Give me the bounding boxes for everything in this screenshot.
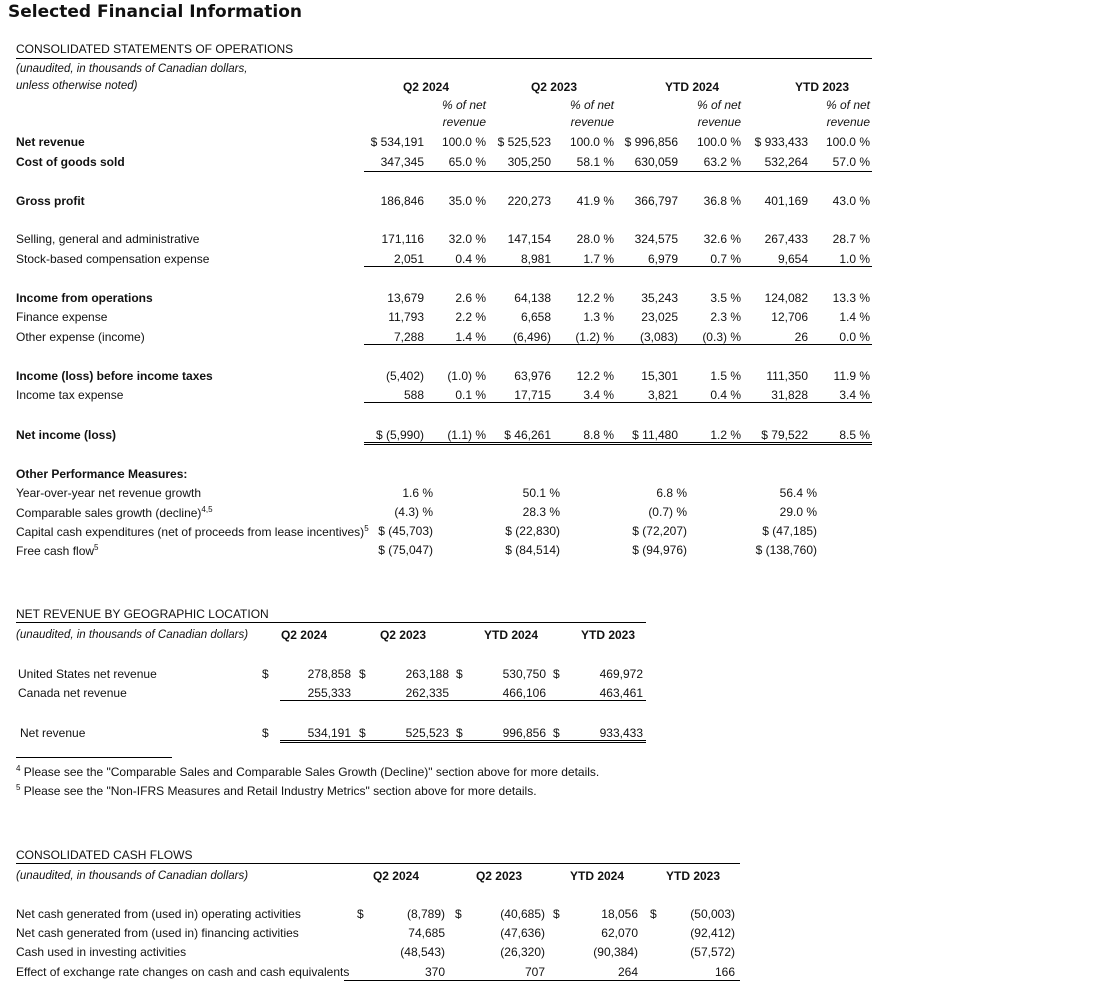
footnote-number: 4 <box>16 764 21 773</box>
ops-row-pct: 65.0 % <box>448 155 486 169</box>
cash-value: (40,685) <box>500 907 545 921</box>
ops-row-pct: (1.0) % <box>447 369 486 383</box>
ops-row-pct: (1.1) % <box>447 428 486 442</box>
other-measure-label-text: Year-over-year net revenue growth <box>16 486 201 500</box>
ops-row-pct: 2.3 % <box>710 310 741 324</box>
other-measure-value: 50.1 % <box>522 486 560 500</box>
other-measure-value: $ (138,760) <box>755 543 817 557</box>
ops-row-pct: 100.0 % <box>441 135 486 149</box>
other-measure-value: $ (45,703) <box>378 524 433 538</box>
ops-row-label: Finance expense <box>16 310 108 324</box>
ops-row-label: Income tax expense <box>16 388 124 402</box>
ops-pct-label: revenue <box>442 115 486 129</box>
ops-row-pct: 63.2 % <box>703 155 741 169</box>
cash-dollar-sign: $ <box>357 907 364 921</box>
ops-row-pct: 0.1 % <box>455 388 486 402</box>
cash-dollar-sign: $ <box>650 907 657 921</box>
ops-row-amount: (6,496) <box>512 330 551 344</box>
ops-row-pct: 1.4 % <box>839 310 870 324</box>
ops-row-pct: 100.0 % <box>696 135 741 149</box>
geo-value: 255,333 <box>307 686 351 700</box>
geo-subtotal-rule <box>280 700 646 701</box>
page-title: Selected Financial Information <box>8 2 302 22</box>
geo-value: 463,461 <box>599 686 643 700</box>
other-measure-value: 1.6 % <box>402 486 433 500</box>
cash-row-label: Net cash generated from (used in) financing activities <box>16 926 299 940</box>
ops-row-label: Cost of goods sold <box>16 155 125 169</box>
other-measure-value: (4.3) % <box>394 505 433 519</box>
ops-row-pct: 0.4 % <box>455 252 486 266</box>
other-measure-value: 6.8 % <box>656 486 687 500</box>
cash-value: (92,412) <box>690 926 735 940</box>
ops-row-amount: 366,797 <box>634 194 678 208</box>
ops-period-header: YTD 2023 <box>794 80 850 94</box>
ops-row-pct: 3.5 % <box>710 291 741 305</box>
ops-row-amount: $ 933,433 <box>754 135 808 149</box>
ops-row-amount: 401,169 <box>764 194 808 208</box>
cash-period-header: Q2 2024 <box>372 869 420 883</box>
ops-row-pct: (0.3) % <box>702 330 741 344</box>
ops-row-amount: 6,979 <box>647 252 678 266</box>
cash-dollar-sign: $ <box>553 907 560 921</box>
geo-value: 530,750 <box>502 667 546 681</box>
ops-row-pct: 3.4 % <box>839 388 870 402</box>
cash-period-header: Q2 2023 <box>475 869 523 883</box>
geo-value: 263,188 <box>405 667 449 681</box>
ops-row-pct: 1.3 % <box>583 310 614 324</box>
footnote-text: Please see the "Non-IFRS Measures and Retail Industry Metrics" section above for more details. <box>20 784 537 798</box>
ops-row-amount: 347,345 <box>380 155 424 169</box>
ops-row-amount: 31,828 <box>771 388 808 402</box>
ops-row-amount: 7,288 <box>393 330 424 344</box>
ops-row-label: Income from operations <box>16 291 153 305</box>
ops-row-pct: 100.0 % <box>569 135 614 149</box>
ops-row-amount: 2,051 <box>393 252 424 266</box>
ops-row-pct: 1.5 % <box>710 369 741 383</box>
ops-row-pct: 1.2 % <box>710 428 741 442</box>
geo-value: 996,856 <box>502 726 546 740</box>
ops-row-amount: $ 46,261 <box>504 428 551 442</box>
ops-row-pct: 1.7 % <box>583 252 614 266</box>
ops-row-amount: $ 11,480 <box>632 428 678 442</box>
cash-heading-rule <box>16 863 740 864</box>
ops-total-rule <box>364 442 872 445</box>
ops-row-pct: 32.6 % <box>703 232 741 246</box>
ops-period-header: YTD 2024 <box>664 80 720 94</box>
cash-value: (26,320) <box>500 945 545 959</box>
geo-value: 469,972 <box>599 667 643 681</box>
ops-row-pct: 2.2 % <box>455 310 486 324</box>
footnote <box>16 783 537 798</box>
ops-row-pct: 0.4 % <box>710 388 741 402</box>
cash-value: 74,685 <box>408 926 445 940</box>
other-measure-value: $ (22,830) <box>505 524 560 538</box>
ops-pct-label: % of net <box>825 98 870 112</box>
ops-row-label: Selling, general and administrative <box>16 232 200 246</box>
ops-row-pct: (1.2) % <box>575 330 614 344</box>
ops-row-label: Gross profit <box>16 194 85 208</box>
ops-row-pct: 36.8 % <box>703 194 741 208</box>
ops-row-pct: 0.7 % <box>710 252 741 266</box>
cash-total-rule <box>344 980 740 981</box>
ops-row-amount: 26 <box>794 330 808 344</box>
ops-row-pct: 41.9 % <box>576 194 614 208</box>
ops-row-amount: 63,976 <box>514 369 551 383</box>
cash-row-label: Effect of exchange rate changes on cash and cash equivalents <box>16 965 350 979</box>
geo-dollar-sign: $ <box>456 667 463 681</box>
ops-row-pct: 12.2 % <box>576 291 614 305</box>
other-measure-value: $ (84,514) <box>505 543 560 557</box>
ops-row-pct: 57.0 % <box>832 155 870 169</box>
geo-value: 534,191 <box>307 726 351 740</box>
ops-row-amount: 267,433 <box>764 232 808 246</box>
footnote-ref: 5 <box>364 524 369 533</box>
ops-row-amount: 147,154 <box>507 232 551 246</box>
geo-total-rule <box>280 740 646 743</box>
ops-row-amount: 124,082 <box>764 291 808 305</box>
geo-value: 262,335 <box>405 686 449 700</box>
ops-row-pct: 1.4 % <box>455 330 486 344</box>
ops-period-header: Q2 2023 <box>530 80 578 94</box>
other-measure-label-text: Free cash flow <box>16 544 95 558</box>
other-measure-value: $ (47,185) <box>762 524 817 538</box>
ops-row-amount: 15,301 <box>641 369 678 383</box>
ops-row-amount: 532,264 <box>764 155 808 169</box>
ops-row-amount: 11,793 <box>388 310 424 324</box>
other-measure-label <box>16 543 98 558</box>
ops-subtotal-rule <box>364 171 872 172</box>
ops-row-pct: 32.0 % <box>448 232 486 246</box>
geo-dollar-sign: $ <box>359 726 366 740</box>
ops-row-amount: $ 79,522 <box>761 428 808 442</box>
ops-row-pct: 3.4 % <box>583 388 614 402</box>
cash-value: (50,003) <box>690 907 735 921</box>
geo-value: 933,433 <box>599 726 643 740</box>
other-measure-value: $ (94,976) <box>632 543 687 557</box>
other-measure-label-text: Capital cash expenditures (net of proceeds from lease incentives) <box>16 525 365 539</box>
geo-row-label: Canada net revenue <box>18 686 127 700</box>
ops-row-amount: 588 <box>403 388 424 402</box>
footnote-ref: 4,5 <box>201 505 213 514</box>
cash-value: 18,056 <box>601 907 638 921</box>
ops-row-amount: 324,575 <box>634 232 678 246</box>
geo-period-header: YTD 2024 <box>483 628 539 642</box>
geo-period-header: Q2 2024 <box>280 628 328 642</box>
ops-row-pct: 13.3 % <box>832 291 870 305</box>
cash-period-header: YTD 2024 <box>569 869 625 883</box>
ops-pct-label: % of net <box>696 98 741 112</box>
footnote <box>16 764 599 779</box>
other-measure-value: 29.0 % <box>779 505 817 519</box>
other-measure-value: $ (72,207) <box>632 524 687 538</box>
cash-value: 370 <box>424 965 445 979</box>
cash-value: (8,789) <box>406 907 445 921</box>
cash-dollar-sign: $ <box>455 907 462 921</box>
ops-note-1: (unaudited, in thousands of Canadian dollars, <box>16 63 248 75</box>
other-measure-label-text: Comparable sales growth (decline) <box>16 506 202 520</box>
ops-subtotal-rule <box>364 266 872 267</box>
ops-row-amount: (5,402) <box>385 369 424 383</box>
ops-row-label: Other expense (income) <box>16 330 145 344</box>
cash-note: (unaudited, in thousands of Canadian dollars) <box>16 870 249 882</box>
geo-dollar-sign: $ <box>553 667 560 681</box>
ops-row-pct: 11.9 % <box>833 369 870 383</box>
ops-heading-rule <box>16 58 872 59</box>
cash-heading: CONSOLIDATED CASH FLOWS <box>16 848 193 862</box>
ops-row-amount: 17,715 <box>514 388 551 402</box>
ops-row-amount: 186,846 <box>380 194 424 208</box>
ops-row-pct: 58.1 % <box>576 155 614 169</box>
ops-row-pct: 12.2 % <box>576 369 614 383</box>
cash-value: (90,384) <box>593 945 638 959</box>
ops-row-amount: 305,250 <box>507 155 551 169</box>
geo-row-label: Net revenue <box>20 726 86 740</box>
ops-row-pct: 28.7 % <box>832 232 870 246</box>
ops-row-amount: $ 525,523 <box>497 135 551 149</box>
ops-subtotal-rule <box>364 402 872 403</box>
ops-row-pct: 1.0 % <box>839 252 870 266</box>
ops-note-2: unless otherwise noted) <box>16 80 138 92</box>
cash-value: (57,572) <box>690 945 735 959</box>
footnote-number: 5 <box>16 783 21 792</box>
geo-row-label: United States net revenue <box>18 667 157 681</box>
ops-row-label: Net income (loss) <box>16 428 117 442</box>
cash-row-label: Net cash generated from (used in) operating activities <box>16 907 301 921</box>
geo-value: 278,858 <box>307 667 351 681</box>
ops-row-amount: 220,273 <box>507 194 551 208</box>
ops-period-header: Q2 2024 <box>402 80 450 94</box>
other-measure-value: $ (75,047) <box>378 543 433 557</box>
other-measure-value: 56.4 % <box>779 486 817 500</box>
ops-pct-label: revenue <box>697 115 741 129</box>
ops-pct-label: revenue <box>826 115 870 129</box>
ops-row-amount: $ (5,990) <box>375 428 424 442</box>
geo-dollar-sign: $ <box>262 726 269 740</box>
footnote-ref: 5 <box>94 543 99 552</box>
cash-value: 264 <box>617 965 638 979</box>
geo-dollar-sign: $ <box>456 726 463 740</box>
ops-row-pct: 8.5 % <box>839 428 870 442</box>
geo-dollar-sign: $ <box>553 726 560 740</box>
cash-value: (48,543) <box>400 945 445 959</box>
ops-row-amount: 12,706 <box>771 310 808 324</box>
geo-dollar-sign: $ <box>359 667 366 681</box>
ops-row-pct: 8.8 % <box>583 428 614 442</box>
cash-value: 62,070 <box>601 926 638 940</box>
ops-row-pct: 2.6 % <box>455 291 486 305</box>
ops-row-pct: 100.0 % <box>825 135 870 149</box>
ops-row-amount: $ 996,856 <box>624 135 678 149</box>
ops-row-amount: 3,821 <box>647 388 678 402</box>
footnote-text: Please see the "Comparable Sales and Comparable Sales Growth (Decline)" section above for more details. <box>20 765 600 779</box>
geo-dollar-sign: $ <box>262 667 269 681</box>
geo-period-header: YTD 2023 <box>580 628 636 642</box>
ops-row-amount: 171,116 <box>381 232 424 246</box>
geo-value: 525,523 <box>405 726 449 740</box>
other-measure-value: (0.7) % <box>648 505 687 519</box>
ops-pct-label: revenue <box>570 115 614 129</box>
cash-value: 707 <box>524 965 545 979</box>
ops-row-pct: 28.0 % <box>576 232 614 246</box>
ops-row-amount: $ 534,191 <box>370 135 424 149</box>
ops-row-amount: 630,059 <box>634 155 678 169</box>
ops-row-amount: 6,658 <box>520 310 551 324</box>
ops-pct-label: % of net <box>569 98 614 112</box>
geo-note: (unaudited, in thousands of Canadian dollars) <box>16 629 249 641</box>
geo-value: 466,106 <box>502 686 546 700</box>
ops-row-amount: 23,025 <box>641 310 678 324</box>
geo-period-header: Q2 2023 <box>379 628 427 642</box>
other-measures-heading: Other Performance Measures: <box>16 467 188 481</box>
ops-row-pct: 0.0 % <box>839 330 870 344</box>
other-measure-label <box>16 505 213 520</box>
other-measure-label <box>16 486 201 500</box>
geo-heading-rule <box>16 622 646 623</box>
ops-row-label: Net revenue <box>16 135 85 149</box>
ops-row-amount: 64,138 <box>514 291 551 305</box>
other-measure-label <box>16 524 369 539</box>
ops-row-amount: 35,243 <box>641 291 678 305</box>
ops-subtotal-rule <box>364 344 872 345</box>
ops-row-amount: 9,654 <box>777 252 808 266</box>
ops-row-label: Income (loss) before income taxes <box>16 369 213 383</box>
ops-row-pct: 35.0 % <box>448 194 486 208</box>
cash-value: 166 <box>714 965 735 979</box>
ops-row-amount: 8,981 <box>520 252 551 266</box>
ops-row-amount: 111,350 <box>766 369 808 383</box>
ops-row-pct: 43.0 % <box>832 194 870 208</box>
cash-period-header: YTD 2023 <box>665 869 721 883</box>
cash-value: (47,636) <box>500 926 545 940</box>
ops-pct-label: % of net <box>441 98 486 112</box>
cash-row-label: Cash used in investing activities <box>16 945 187 959</box>
ops-row-amount: (3,083) <box>639 330 678 344</box>
ops-heading: CONSOLIDATED STATEMENTS OF OPERATIONS <box>16 42 294 56</box>
ops-row-amount: 13,679 <box>387 291 424 305</box>
footnote-rule <box>16 757 172 758</box>
other-measure-value: 28.3 % <box>522 505 560 519</box>
ops-row-label: Stock-based compensation expense <box>16 252 210 266</box>
geo-heading: NET REVENUE BY GEOGRAPHIC LOCATION <box>16 607 269 621</box>
